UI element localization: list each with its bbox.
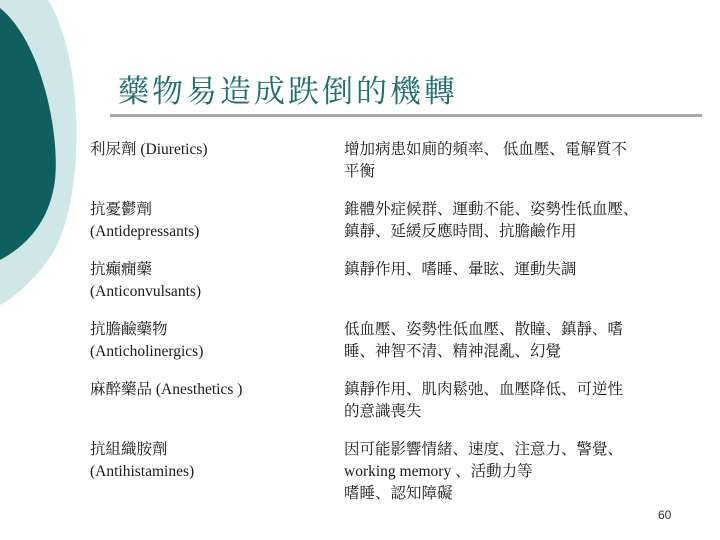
fall-mechanism-line: 睡、神智不清、精神混亂、幻覺 <box>344 343 562 360</box>
drug-class-cell <box>82 311 316 371</box>
fall-mechanism-line: 鎮靜作用、嗜睡、暈眩、運動失調 <box>344 261 577 278</box>
table-row <box>82 191 702 251</box>
drug-class-cell <box>82 251 316 311</box>
fall-mechanism-line: 錐體外症候群、運動不能、姿勢性低血壓、 <box>344 201 639 218</box>
drug-mechanism-table <box>82 132 702 514</box>
fall-mechanism-line: 低血壓、姿勢性低血壓、散瞳、鎮靜、嗜 <box>344 321 624 338</box>
column-gap <box>316 132 336 191</box>
drug-class-line: 抗憂鬱劑 <box>90 201 153 218</box>
drug-class-line: 抗組織胺劑 <box>90 441 168 458</box>
drug-class-cell <box>82 132 316 191</box>
fall-mechanism-line: 嗜睡、認知障礙 <box>344 485 453 502</box>
title-divider <box>110 114 702 117</box>
drug-class-cell <box>82 371 316 431</box>
drug-class-line: 麻醉藥品 (Anesthetics ) <box>90 381 243 398</box>
column-gap <box>316 251 336 311</box>
slide-title: 藥物易造成跌倒的機轉 <box>118 74 458 110</box>
fall-mechanism-line: 增加病患如廁的頻率、 低血壓、電解質不 <box>344 141 627 158</box>
fall-mechanism-cell <box>336 191 702 251</box>
drug-class-line: (Anticonvulsants) <box>90 283 202 300</box>
table-body <box>82 132 702 513</box>
fall-mechanism-cell <box>336 251 702 311</box>
fall-mechanism-line: working memory 、活動力等 <box>344 463 533 480</box>
drug-class-line: (Antihistamines) <box>90 463 195 480</box>
table-row <box>82 431 702 513</box>
fall-mechanism-line: 平衡 <box>344 163 376 180</box>
column-gap <box>316 191 336 251</box>
drug-class-line: (Antidepressants) <box>90 223 200 240</box>
table-row <box>82 371 702 431</box>
drug-class-cell <box>82 431 316 513</box>
fall-mechanism-cell <box>336 431 702 513</box>
fall-mechanism-cell <box>336 371 702 431</box>
drug-class-line: 利尿劑 (Diuretics) <box>90 141 208 158</box>
fall-mechanism-line: 因可能影響情緒、速度、注意力、警覺、 <box>344 441 624 458</box>
table-row <box>82 311 702 371</box>
column-gap <box>316 311 336 371</box>
column-gap <box>316 371 336 431</box>
drug-class-line: 抗膽鹼藥物 <box>90 321 168 338</box>
drug-class-cell <box>82 191 316 251</box>
fall-mechanism-cell <box>336 311 702 371</box>
drug-class-line: 抗癲癇藥 <box>90 261 153 278</box>
page-number: 60 <box>658 508 672 522</box>
fall-mechanism-line: 鎮靜、延緩反應時間、抗膽鹼作用 <box>344 223 577 240</box>
fall-mechanism-cell <box>336 132 702 191</box>
table-row <box>82 251 702 311</box>
drug-class-line: (Anticholinergics) <box>90 343 204 360</box>
table-row <box>82 132 702 191</box>
slide-decoration <box>0 0 80 540</box>
fall-mechanism-line: 的意識喪失 <box>344 403 422 420</box>
fall-mechanism-line: 鎮靜作用、肌肉鬆弛、血壓降低、可逆性 <box>344 381 624 398</box>
column-gap <box>316 431 336 513</box>
